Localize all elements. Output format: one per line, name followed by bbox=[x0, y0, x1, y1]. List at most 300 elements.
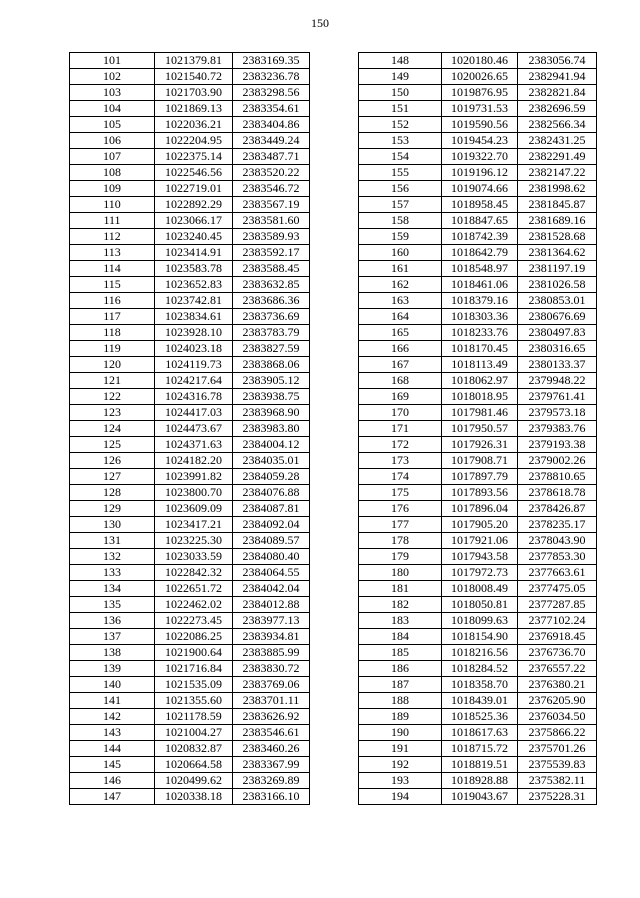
x-coordinate-cell: 1020499.62 bbox=[155, 773, 233, 789]
x-coordinate-cell: 1018379.16 bbox=[442, 293, 518, 309]
y-coordinate-cell: 2381998.62 bbox=[518, 181, 597, 197]
y-coordinate-cell: 2383546.61 bbox=[233, 725, 310, 741]
x-coordinate-cell: 1023742.81 bbox=[155, 293, 233, 309]
table-row bbox=[70, 293, 310, 309]
point-number-cell: 108 bbox=[70, 165, 155, 181]
point-number-cell: 135 bbox=[70, 597, 155, 613]
x-coordinate-cell: 1022375.14 bbox=[155, 149, 233, 165]
x-coordinate-cell: 1020026.65 bbox=[442, 69, 518, 85]
x-coordinate-cell: 1018303.36 bbox=[442, 309, 518, 325]
point-number-cell: 125 bbox=[70, 437, 155, 453]
point-number-cell: 133 bbox=[70, 565, 155, 581]
x-coordinate-cell: 1023991.82 bbox=[155, 469, 233, 485]
y-coordinate-cell: 2384089.57 bbox=[233, 533, 310, 549]
coordinates-table-left bbox=[69, 52, 310, 805]
table-row bbox=[70, 101, 310, 117]
point-number-cell: 117 bbox=[70, 309, 155, 325]
point-number-cell: 136 bbox=[70, 613, 155, 629]
point-number-cell: 146 bbox=[70, 773, 155, 789]
point-number-cell: 166 bbox=[359, 341, 442, 357]
x-coordinate-cell: 1022036.21 bbox=[155, 117, 233, 133]
x-coordinate-cell: 1021535.09 bbox=[155, 677, 233, 693]
x-coordinate-cell: 1018928.88 bbox=[442, 773, 518, 789]
point-number-cell: 139 bbox=[70, 661, 155, 677]
table-row bbox=[359, 725, 597, 741]
x-coordinate-cell: 1017921.06 bbox=[442, 533, 518, 549]
table-row bbox=[70, 661, 310, 677]
table-row bbox=[70, 261, 310, 277]
y-coordinate-cell: 2376205.90 bbox=[518, 693, 597, 709]
y-coordinate-cell: 2383968.90 bbox=[233, 405, 310, 421]
y-coordinate-cell: 2384064.55 bbox=[233, 565, 310, 581]
x-coordinate-cell: 1023583.78 bbox=[155, 261, 233, 277]
y-coordinate-cell: 2380853.01 bbox=[518, 293, 597, 309]
point-number-cell: 101 bbox=[70, 53, 155, 69]
x-coordinate-cell: 1020664.58 bbox=[155, 757, 233, 773]
x-coordinate-cell: 1021355.60 bbox=[155, 693, 233, 709]
y-coordinate-cell: 2382941.94 bbox=[518, 69, 597, 85]
y-coordinate-cell: 2383056.74 bbox=[518, 53, 597, 69]
x-coordinate-cell: 1019043.67 bbox=[442, 789, 518, 805]
x-coordinate-cell: 1022462.02 bbox=[155, 597, 233, 613]
x-coordinate-cell: 1018958.45 bbox=[442, 197, 518, 213]
table-row bbox=[70, 693, 310, 709]
y-coordinate-cell: 2380316.65 bbox=[518, 341, 597, 357]
table-row bbox=[359, 757, 597, 773]
x-coordinate-cell: 1019731.53 bbox=[442, 101, 518, 117]
x-coordinate-cell: 1017943.58 bbox=[442, 549, 518, 565]
y-coordinate-cell: 2376736.70 bbox=[518, 645, 597, 661]
y-coordinate-cell: 2376918.45 bbox=[518, 629, 597, 645]
x-coordinate-cell: 1018113.49 bbox=[442, 357, 518, 373]
y-coordinate-cell: 2384042.04 bbox=[233, 581, 310, 597]
x-coordinate-cell: 1017981.46 bbox=[442, 405, 518, 421]
x-coordinate-cell: 1018548.97 bbox=[442, 261, 518, 277]
x-coordinate-cell: 1024023.18 bbox=[155, 341, 233, 357]
x-coordinate-cell: 1017950.57 bbox=[442, 421, 518, 437]
table-row bbox=[70, 773, 310, 789]
point-number-cell: 150 bbox=[359, 85, 442, 101]
x-coordinate-cell: 1018050.81 bbox=[442, 597, 518, 613]
table-row bbox=[70, 373, 310, 389]
table-row bbox=[359, 469, 597, 485]
x-coordinate-cell: 1017893.56 bbox=[442, 485, 518, 501]
point-number-cell: 153 bbox=[359, 133, 442, 149]
table-row bbox=[359, 597, 597, 613]
coordinates-table-right bbox=[358, 52, 597, 805]
y-coordinate-cell: 2383686.36 bbox=[233, 293, 310, 309]
y-coordinate-cell: 2378810.65 bbox=[518, 469, 597, 485]
x-coordinate-cell: 1023834.61 bbox=[155, 309, 233, 325]
y-coordinate-cell: 2378618.78 bbox=[518, 485, 597, 501]
point-number-cell: 165 bbox=[359, 325, 442, 341]
y-coordinate-cell: 2382696.59 bbox=[518, 101, 597, 117]
x-coordinate-cell: 1022842.32 bbox=[155, 565, 233, 581]
x-coordinate-cell: 1023609.09 bbox=[155, 501, 233, 517]
point-number-cell: 175 bbox=[359, 485, 442, 501]
point-number-cell: 193 bbox=[359, 773, 442, 789]
point-number-cell: 154 bbox=[359, 149, 442, 165]
table-row bbox=[70, 709, 310, 725]
table-row bbox=[70, 325, 310, 341]
table-row bbox=[359, 789, 597, 805]
point-number-cell: 190 bbox=[359, 725, 442, 741]
x-coordinate-cell: 1024217.64 bbox=[155, 373, 233, 389]
table-row bbox=[359, 501, 597, 517]
point-number-cell: 110 bbox=[70, 197, 155, 213]
point-number-cell: 143 bbox=[70, 725, 155, 741]
x-coordinate-cell: 1022204.95 bbox=[155, 133, 233, 149]
table-row bbox=[359, 661, 597, 677]
table-row bbox=[359, 69, 597, 85]
table-row bbox=[359, 773, 597, 789]
point-number-cell: 106 bbox=[70, 133, 155, 149]
y-coordinate-cell: 2384076.88 bbox=[233, 485, 310, 501]
y-coordinate-cell: 2383367.99 bbox=[233, 757, 310, 773]
x-coordinate-cell: 1019074.66 bbox=[442, 181, 518, 197]
x-coordinate-cell: 1023033.59 bbox=[155, 549, 233, 565]
y-coordinate-cell: 2383166.10 bbox=[233, 789, 310, 805]
point-number-cell: 164 bbox=[359, 309, 442, 325]
x-coordinate-cell: 1022273.45 bbox=[155, 613, 233, 629]
y-coordinate-cell: 2383632.85 bbox=[233, 277, 310, 293]
table-row bbox=[359, 213, 597, 229]
y-coordinate-cell: 2380497.83 bbox=[518, 325, 597, 341]
point-number-cell: 161 bbox=[359, 261, 442, 277]
x-coordinate-cell: 1018819.51 bbox=[442, 757, 518, 773]
y-coordinate-cell: 2379383.76 bbox=[518, 421, 597, 437]
table-row bbox=[359, 165, 597, 181]
y-coordinate-cell: 2382431.25 bbox=[518, 133, 597, 149]
y-coordinate-cell: 2383588.45 bbox=[233, 261, 310, 277]
table-row bbox=[70, 245, 310, 261]
table-row bbox=[359, 245, 597, 261]
y-coordinate-cell: 2383885.99 bbox=[233, 645, 310, 661]
point-number-cell: 118 bbox=[70, 325, 155, 341]
table-row bbox=[70, 645, 310, 661]
y-coordinate-cell: 2383736.69 bbox=[233, 309, 310, 325]
point-number-cell: 130 bbox=[70, 517, 155, 533]
table-row bbox=[70, 229, 310, 245]
x-coordinate-cell: 1018617.63 bbox=[442, 725, 518, 741]
point-number-cell: 144 bbox=[70, 741, 155, 757]
x-coordinate-cell: 1024316.78 bbox=[155, 389, 233, 405]
y-coordinate-cell: 2382147.22 bbox=[518, 165, 597, 181]
table-row bbox=[359, 197, 597, 213]
table-row bbox=[70, 725, 310, 741]
y-coordinate-cell: 2383783.79 bbox=[233, 325, 310, 341]
x-coordinate-cell: 1023652.83 bbox=[155, 277, 233, 293]
table-row bbox=[70, 629, 310, 645]
table-row bbox=[70, 453, 310, 469]
y-coordinate-cell: 2383487.71 bbox=[233, 149, 310, 165]
x-coordinate-cell: 1024417.03 bbox=[155, 405, 233, 421]
x-coordinate-cell: 1018642.79 bbox=[442, 245, 518, 261]
y-coordinate-cell: 2383934.81 bbox=[233, 629, 310, 645]
table-row bbox=[359, 437, 597, 453]
table-row bbox=[359, 117, 597, 133]
y-coordinate-cell: 2380133.37 bbox=[518, 357, 597, 373]
point-number-cell: 129 bbox=[70, 501, 155, 517]
x-coordinate-cell: 1022719.01 bbox=[155, 181, 233, 197]
x-coordinate-cell: 1024119.73 bbox=[155, 357, 233, 373]
x-coordinate-cell: 1018233.76 bbox=[442, 325, 518, 341]
x-coordinate-cell: 1017926.31 bbox=[442, 437, 518, 453]
table-row bbox=[359, 357, 597, 373]
point-number-cell: 191 bbox=[359, 741, 442, 757]
table-row bbox=[359, 53, 597, 69]
point-number-cell: 187 bbox=[359, 677, 442, 693]
x-coordinate-cell: 1018742.39 bbox=[442, 229, 518, 245]
point-number-cell: 156 bbox=[359, 181, 442, 197]
y-coordinate-cell: 2383236.78 bbox=[233, 69, 310, 85]
point-number-cell: 119 bbox=[70, 341, 155, 357]
page-number: 150 bbox=[311, 16, 329, 30]
x-coordinate-cell: 1018358.70 bbox=[442, 677, 518, 693]
x-coordinate-cell: 1018062.97 bbox=[442, 373, 518, 389]
point-number-cell: 169 bbox=[359, 389, 442, 405]
y-coordinate-cell: 2375382.11 bbox=[518, 773, 597, 789]
y-coordinate-cell: 2384035.01 bbox=[233, 453, 310, 469]
point-number-cell: 109 bbox=[70, 181, 155, 197]
table-row bbox=[70, 421, 310, 437]
y-coordinate-cell: 2377663.61 bbox=[518, 565, 597, 581]
point-number-cell: 155 bbox=[359, 165, 442, 181]
y-coordinate-cell: 2377287.85 bbox=[518, 597, 597, 613]
table-row bbox=[70, 309, 310, 325]
table-row bbox=[359, 629, 597, 645]
x-coordinate-cell: 1023240.45 bbox=[155, 229, 233, 245]
point-number-cell: 178 bbox=[359, 533, 442, 549]
table-row bbox=[70, 549, 310, 565]
x-coordinate-cell: 1021703.90 bbox=[155, 85, 233, 101]
y-coordinate-cell: 2380676.69 bbox=[518, 309, 597, 325]
point-number-cell: 151 bbox=[359, 101, 442, 117]
y-coordinate-cell: 2383269.89 bbox=[233, 773, 310, 789]
y-coordinate-cell: 2383298.56 bbox=[233, 85, 310, 101]
table-row bbox=[70, 437, 310, 453]
x-coordinate-cell: 1019590.56 bbox=[442, 117, 518, 133]
table-row bbox=[70, 69, 310, 85]
x-coordinate-cell: 1021379.81 bbox=[155, 53, 233, 69]
y-coordinate-cell: 2383983.80 bbox=[233, 421, 310, 437]
y-coordinate-cell: 2384004.12 bbox=[233, 437, 310, 453]
point-number-cell: 163 bbox=[359, 293, 442, 309]
y-coordinate-cell: 2384087.81 bbox=[233, 501, 310, 517]
x-coordinate-cell: 1023066.17 bbox=[155, 213, 233, 229]
y-coordinate-cell: 2383827.59 bbox=[233, 341, 310, 357]
table-row bbox=[359, 373, 597, 389]
point-number-cell: 111 bbox=[70, 213, 155, 229]
y-coordinate-cell: 2383169.35 bbox=[233, 53, 310, 69]
point-number-cell: 160 bbox=[359, 245, 442, 261]
point-number-cell: 138 bbox=[70, 645, 155, 661]
table-row bbox=[359, 133, 597, 149]
y-coordinate-cell: 2375866.22 bbox=[518, 725, 597, 741]
point-number-cell: 162 bbox=[359, 277, 442, 293]
table-row bbox=[70, 277, 310, 293]
table-row bbox=[70, 533, 310, 549]
x-coordinate-cell: 1020832.87 bbox=[155, 741, 233, 757]
x-coordinate-cell: 1021900.64 bbox=[155, 645, 233, 661]
y-coordinate-cell: 2377102.24 bbox=[518, 613, 597, 629]
y-coordinate-cell: 2383626.92 bbox=[233, 709, 310, 725]
point-number-cell: 142 bbox=[70, 709, 155, 725]
y-coordinate-cell: 2381845.87 bbox=[518, 197, 597, 213]
x-coordinate-cell: 1018008.49 bbox=[442, 581, 518, 597]
y-coordinate-cell: 2377853.30 bbox=[518, 549, 597, 565]
table-row bbox=[359, 389, 597, 405]
table-row bbox=[359, 293, 597, 309]
table-row bbox=[70, 517, 310, 533]
point-number-cell: 123 bbox=[70, 405, 155, 421]
point-number-cell: 127 bbox=[70, 469, 155, 485]
table-row bbox=[70, 757, 310, 773]
point-number-cell: 120 bbox=[70, 357, 155, 373]
point-number-cell: 124 bbox=[70, 421, 155, 437]
y-coordinate-cell: 2383449.24 bbox=[233, 133, 310, 149]
point-number-cell: 183 bbox=[359, 613, 442, 629]
point-number-cell: 152 bbox=[359, 117, 442, 133]
x-coordinate-cell: 1018099.63 bbox=[442, 613, 518, 629]
table-row bbox=[70, 149, 310, 165]
table-row bbox=[70, 181, 310, 197]
point-number-cell: 170 bbox=[359, 405, 442, 421]
table-row bbox=[359, 485, 597, 501]
table-row bbox=[359, 181, 597, 197]
point-number-cell: 168 bbox=[359, 373, 442, 389]
x-coordinate-cell: 1021716.84 bbox=[155, 661, 233, 677]
table-row bbox=[70, 117, 310, 133]
y-coordinate-cell: 2379193.38 bbox=[518, 437, 597, 453]
y-coordinate-cell: 2381197.19 bbox=[518, 261, 597, 277]
table-row bbox=[70, 357, 310, 373]
table-row bbox=[359, 341, 597, 357]
y-coordinate-cell: 2384012.88 bbox=[233, 597, 310, 613]
point-number-cell: 137 bbox=[70, 629, 155, 645]
point-number-cell: 122 bbox=[70, 389, 155, 405]
y-coordinate-cell: 2384092.04 bbox=[233, 517, 310, 533]
y-coordinate-cell: 2378043.90 bbox=[518, 533, 597, 549]
point-number-cell: 113 bbox=[70, 245, 155, 261]
table-row bbox=[70, 581, 310, 597]
point-number-cell: 159 bbox=[359, 229, 442, 245]
table-row bbox=[70, 213, 310, 229]
table-row bbox=[359, 149, 597, 165]
table-row bbox=[70, 789, 310, 805]
table-row bbox=[359, 229, 597, 245]
x-coordinate-cell: 1024371.63 bbox=[155, 437, 233, 453]
point-number-cell: 147 bbox=[70, 789, 155, 805]
point-number-cell: 172 bbox=[359, 437, 442, 453]
x-coordinate-cell: 1018525.36 bbox=[442, 709, 518, 725]
x-coordinate-cell: 1021540.72 bbox=[155, 69, 233, 85]
table-row bbox=[359, 677, 597, 693]
x-coordinate-cell: 1021869.13 bbox=[155, 101, 233, 117]
point-number-cell: 176 bbox=[359, 501, 442, 517]
table-row bbox=[70, 677, 310, 693]
table-row bbox=[359, 709, 597, 725]
x-coordinate-cell: 1018439.01 bbox=[442, 693, 518, 709]
y-coordinate-cell: 2383938.75 bbox=[233, 389, 310, 405]
point-number-cell: 173 bbox=[359, 453, 442, 469]
x-coordinate-cell: 1023928.10 bbox=[155, 325, 233, 341]
point-number-cell: 134 bbox=[70, 581, 155, 597]
point-number-cell: 140 bbox=[70, 677, 155, 693]
x-coordinate-cell: 1024473.67 bbox=[155, 421, 233, 437]
table-row bbox=[359, 453, 597, 469]
x-coordinate-cell: 1023225.30 bbox=[155, 533, 233, 549]
point-number-cell: 104 bbox=[70, 101, 155, 117]
y-coordinate-cell: 2382566.34 bbox=[518, 117, 597, 133]
point-number-cell: 185 bbox=[359, 645, 442, 661]
point-number-cell: 102 bbox=[70, 69, 155, 85]
y-coordinate-cell: 2383354.61 bbox=[233, 101, 310, 117]
x-coordinate-cell: 1017897.79 bbox=[442, 469, 518, 485]
table-row bbox=[359, 101, 597, 117]
table-row bbox=[70, 53, 310, 69]
x-coordinate-cell: 1018284.52 bbox=[442, 661, 518, 677]
table-row bbox=[359, 517, 597, 533]
y-coordinate-cell: 2382821.84 bbox=[518, 85, 597, 101]
point-number-cell: 105 bbox=[70, 117, 155, 133]
table-row bbox=[70, 133, 310, 149]
point-number-cell: 167 bbox=[359, 357, 442, 373]
y-coordinate-cell: 2376380.21 bbox=[518, 677, 597, 693]
point-number-cell: 132 bbox=[70, 549, 155, 565]
table-row bbox=[70, 565, 310, 581]
table-row bbox=[359, 261, 597, 277]
table-row bbox=[359, 741, 597, 757]
table-row bbox=[70, 85, 310, 101]
point-number-cell: 158 bbox=[359, 213, 442, 229]
point-number-cell: 192 bbox=[359, 757, 442, 773]
y-coordinate-cell: 2383520.22 bbox=[233, 165, 310, 181]
point-number-cell: 128 bbox=[70, 485, 155, 501]
x-coordinate-cell: 1018154.90 bbox=[442, 629, 518, 645]
point-number-cell: 148 bbox=[359, 53, 442, 69]
point-number-cell: 116 bbox=[70, 293, 155, 309]
y-coordinate-cell: 2384080.40 bbox=[233, 549, 310, 565]
x-coordinate-cell: 1019322.70 bbox=[442, 149, 518, 165]
x-coordinate-cell: 1019196.12 bbox=[442, 165, 518, 181]
table-row bbox=[359, 405, 597, 421]
x-coordinate-cell: 1023417.21 bbox=[155, 517, 233, 533]
table-row bbox=[70, 485, 310, 501]
x-coordinate-cell: 1019876.95 bbox=[442, 85, 518, 101]
y-coordinate-cell: 2379761.41 bbox=[518, 389, 597, 405]
y-coordinate-cell: 2383701.11 bbox=[233, 693, 310, 709]
table-row bbox=[70, 597, 310, 613]
y-coordinate-cell: 2381689.16 bbox=[518, 213, 597, 229]
table-row bbox=[70, 613, 310, 629]
point-number-cell: 114 bbox=[70, 261, 155, 277]
y-coordinate-cell: 2381026.58 bbox=[518, 277, 597, 293]
y-coordinate-cell: 2379002.26 bbox=[518, 453, 597, 469]
point-number-cell: 126 bbox=[70, 453, 155, 469]
y-coordinate-cell: 2376034.50 bbox=[518, 709, 597, 725]
table-row bbox=[70, 405, 310, 421]
table-row bbox=[359, 613, 597, 629]
point-number-cell: 188 bbox=[359, 693, 442, 709]
x-coordinate-cell: 1018216.56 bbox=[442, 645, 518, 661]
x-coordinate-cell: 1018170.45 bbox=[442, 341, 518, 357]
x-coordinate-cell: 1020180.46 bbox=[442, 53, 518, 69]
y-coordinate-cell: 2384059.28 bbox=[233, 469, 310, 485]
point-number-cell: 112 bbox=[70, 229, 155, 245]
y-coordinate-cell: 2381364.62 bbox=[518, 245, 597, 261]
point-number-cell: 177 bbox=[359, 517, 442, 533]
